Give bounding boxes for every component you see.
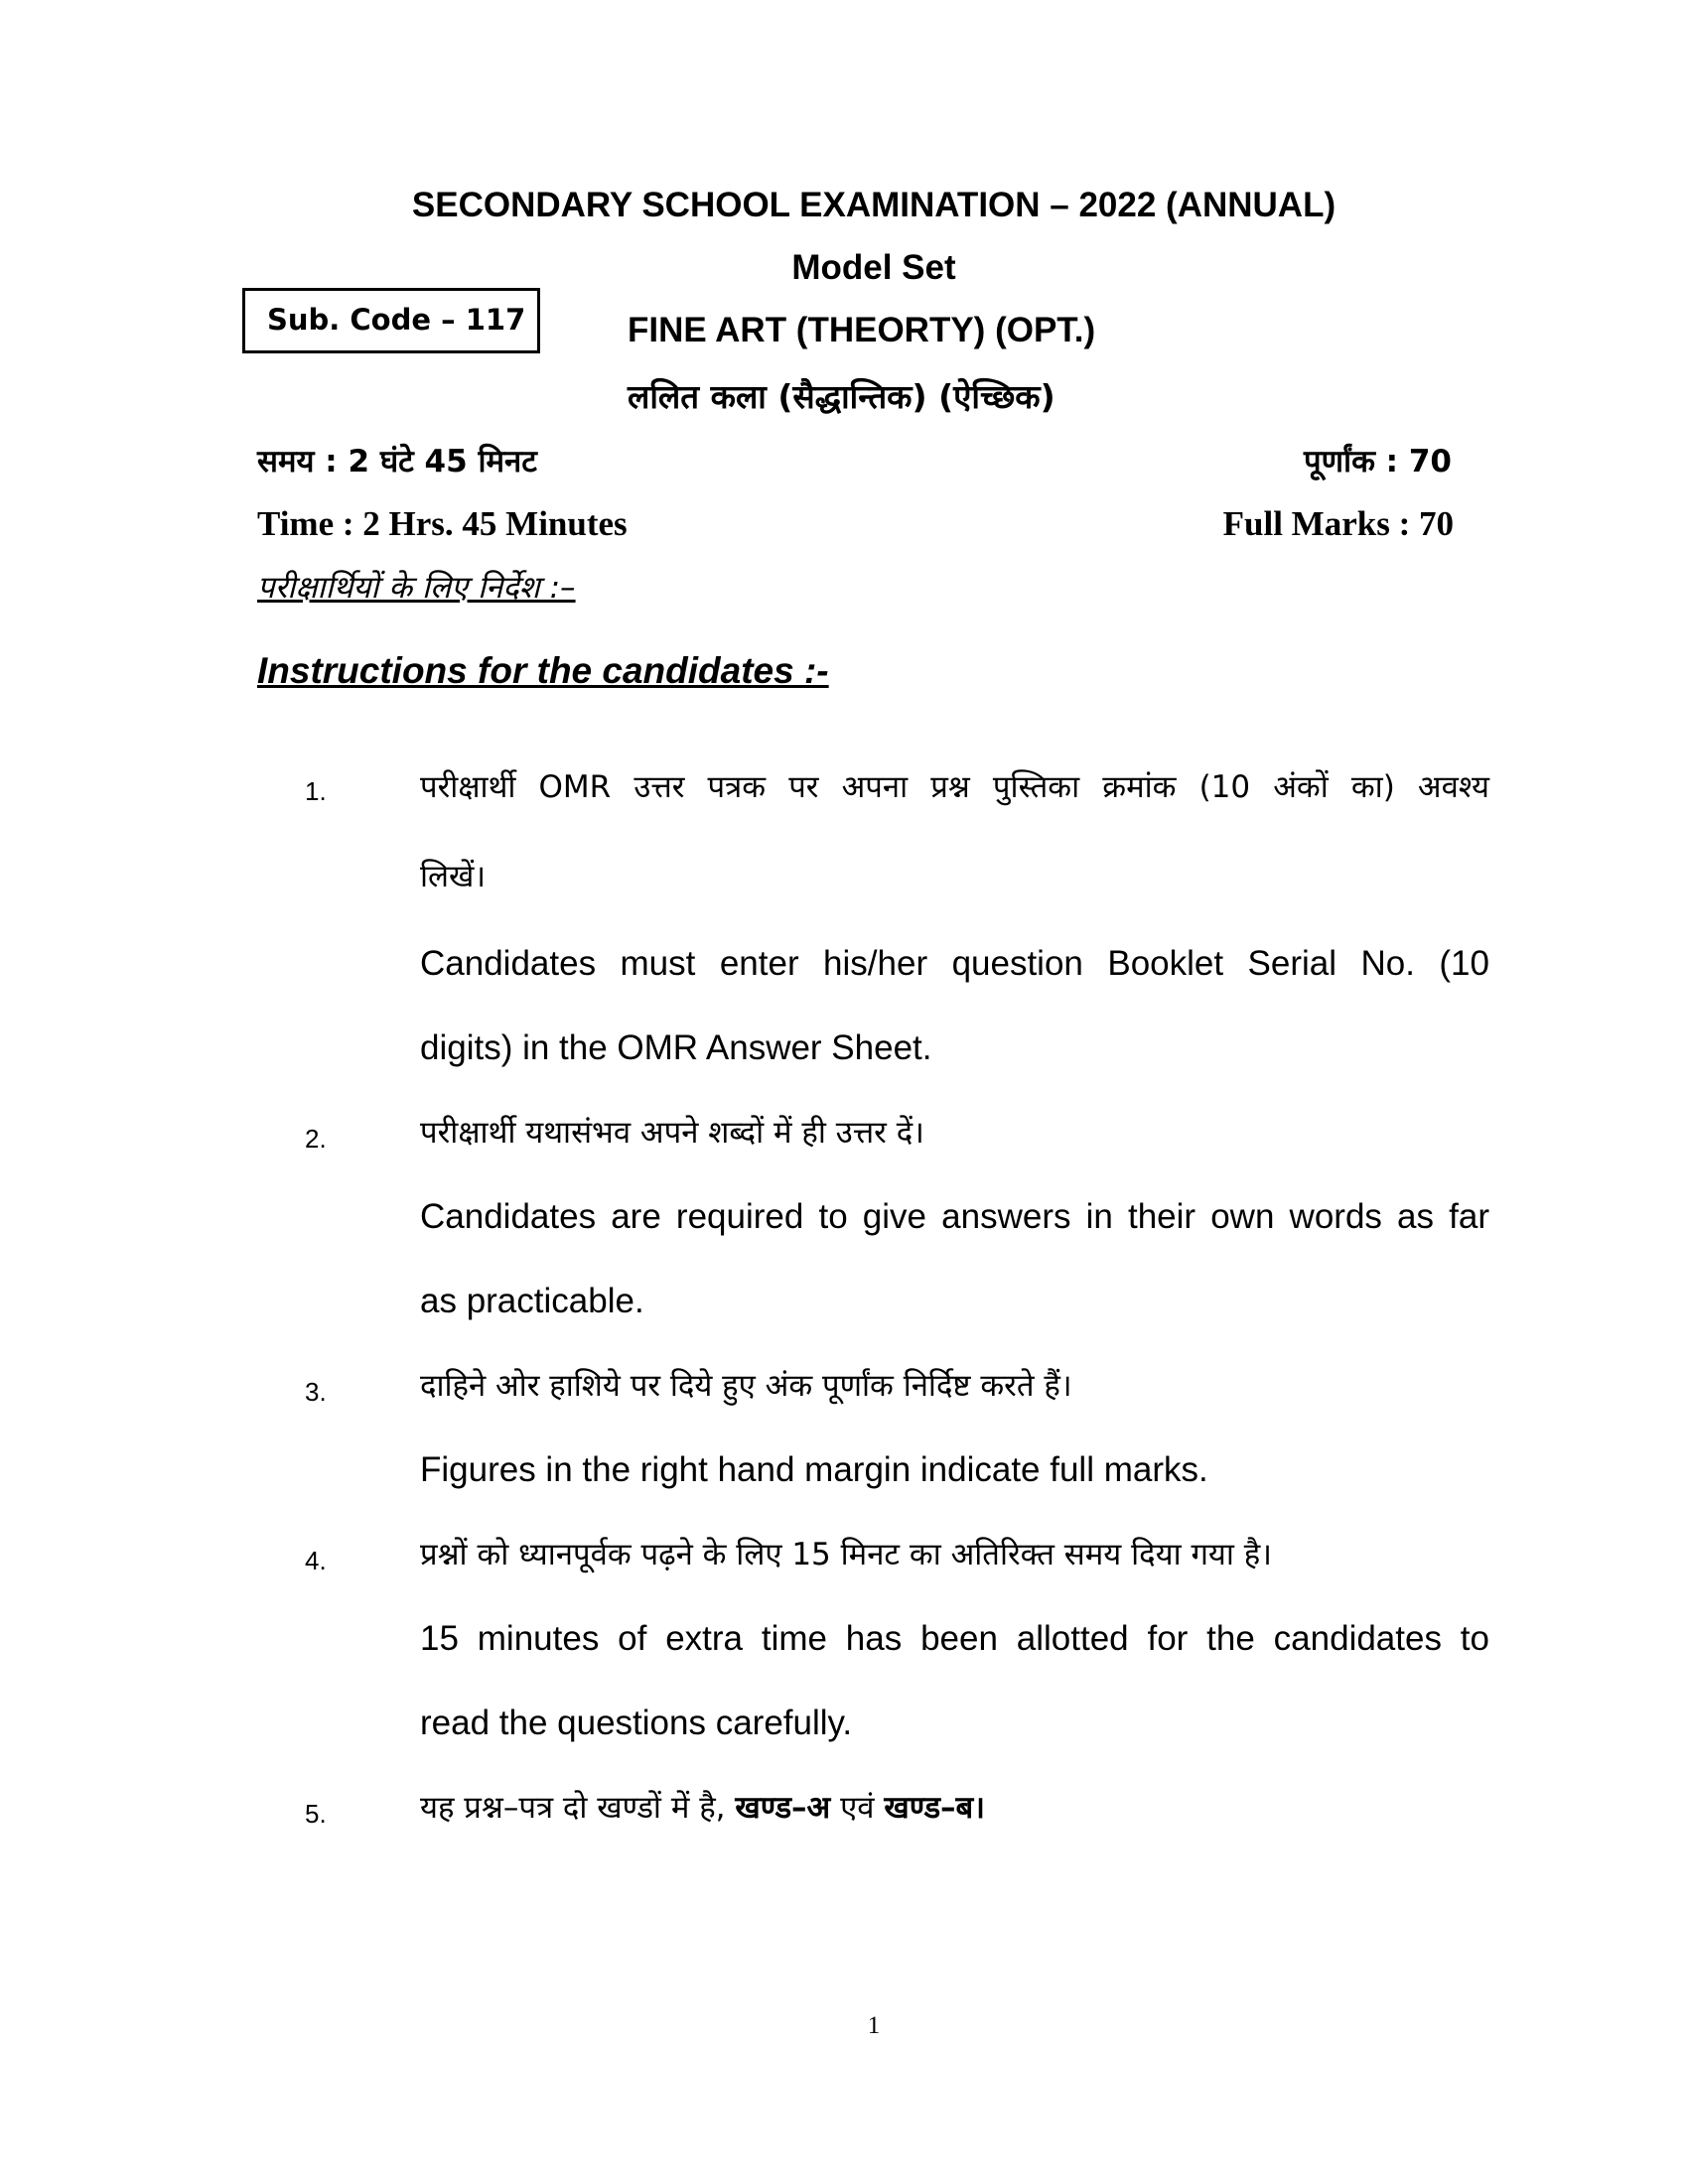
section-b-label: खण्ड–ब।	[884, 1790, 985, 1826]
instruction-english-text: 15 minutes of extra time has been allotted for the candidates to	[420, 1619, 1489, 1658]
instruction-hindi-text: लिखें।	[420, 859, 487, 894]
exam-title: SECONDARY SCHOOL EXAMINATION – 2022 (ANNUAL)	[411, 186, 1336, 224]
instruction-english-text: read the questions carefully.	[420, 1704, 853, 1742]
instruction-number: 4.	[305, 1546, 327, 1575]
instruction-hindi-text: परीक्षार्थी OMR उत्तर पत्रक पर अपना प्रश्न पुस्तिका क्रमांक (10 अंकों का) अवश्य	[420, 769, 1489, 805]
instruction-english-text: as practicable.	[420, 1282, 644, 1320]
instruction-english-text: digits) in the OMR Answer Sheet.	[420, 1028, 932, 1067]
instructions-heading-english: Instructions for the candidates :-	[257, 650, 829, 691]
time-english: Time : 2 Hrs. 45 Minutes	[257, 504, 628, 543]
model-set-label: Model Set	[791, 248, 956, 287]
instruction-hindi-text: परीक्षार्थी यथासंभव अपने शब्दों में ही उत्तर दें।	[420, 1115, 924, 1151]
instruction-hindi-text: दाहिने ओर हाशिये पर दिये हुए अंक पूर्णांक निर्दिष्ट करते हैं।	[420, 1368, 1072, 1404]
time-hindi: समय : 2 घंटे 45 मिनट	[257, 444, 537, 479]
subject-code-box: Sub. Code – 117	[242, 288, 540, 353]
instruction-number: 3.	[305, 1377, 327, 1407]
instruction-hindi-text	[420, 1787, 1489, 1829]
full-marks-hindi: पूर्णांक : 70	[1304, 444, 1452, 479]
instruction-english-text: Figures in the right hand margin indicate full marks.	[420, 1450, 1208, 1489]
instruction-number: 2.	[305, 1124, 327, 1154]
subject-title-hindi: ललित कला (सैद्धान्तिक) (ऐच्छिक)	[628, 377, 1055, 416]
instruction-number: 1.	[305, 776, 327, 806]
instruction-hindi-text-part: यह प्रश्न–पत्र दो खण्डों में है,	[420, 1790, 726, 1826]
full-marks-english: Full Marks : 70	[1222, 504, 1454, 543]
instruction-english-text: Candidates are required to give answers in their own words as far	[420, 1197, 1489, 1236]
page-number: 1	[867, 2012, 881, 2039]
subject-title-english: FINE ART (THEORTY) (OPT.)	[628, 311, 1096, 349]
instruction-number: 5.	[305, 1799, 327, 1829]
instruction-hindi-text: प्रश्नों को ध्यानपूर्वक पढ़ने के लिए 15 मिनट का अतिरिक्त समय दिया गया है।	[420, 1537, 1273, 1572]
section-a-label: खण्ड–अ	[735, 1790, 831, 1826]
instruction-english-text: Candidates must enter his/her question Booklet Serial No. (10	[420, 944, 1489, 983]
instructions-heading-hindi: परीक्षार्थियों के लिए निर्देश :–	[257, 570, 576, 606]
instruction-hindi-text-part: एवं	[840, 1790, 875, 1826]
